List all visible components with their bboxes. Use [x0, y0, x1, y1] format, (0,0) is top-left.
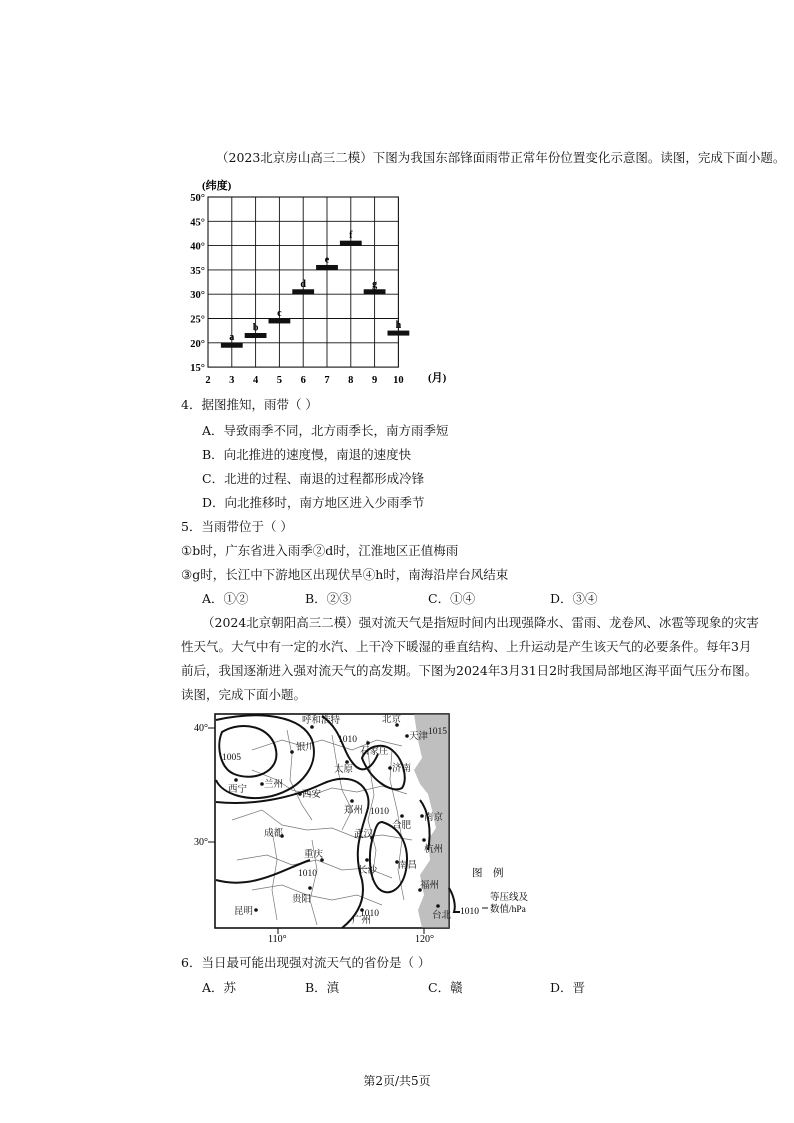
isobar-value: 1010	[370, 807, 389, 817]
city-label: 福州	[420, 881, 440, 891]
q5-option-c: C．①④	[428, 591, 476, 606]
q5-line-1: ①b时，广东省进入雨季②d时，江淮地区正值梅雨	[181, 543, 459, 558]
city-label: 合肥	[392, 821, 412, 831]
city-label: 天津	[409, 732, 429, 742]
isobar-value: 1015	[428, 727, 447, 737]
city-label: 武汉	[354, 830, 374, 840]
intro-text-2-line-2: 性天气。大气中有一定的水汽、上干冷下暖湿的垂直结构、上升运动是产生该天气的必要条件。每年3月	[181, 639, 752, 654]
intro-text-1: （2023北京房山高三二模）下图为我国东部锋面雨带正常年份位置变化示意图。读图，完成下面小题。	[216, 150, 786, 165]
q5-line-2: ③g时，长江中下游地区出现伏旱④h时，南海沿岸台风结束	[181, 567, 509, 582]
q4-option-a: A．导致雨季不同，北方雨季长，南方雨季短	[202, 423, 449, 438]
x-tick-label: 8	[348, 375, 354, 387]
pressure-map	[192, 710, 529, 946]
y-tick-label: 15°	[190, 363, 205, 375]
rainband-label-d: d	[300, 278, 306, 290]
city-label: 南昌	[398, 861, 418, 871]
q6-option-c: C．赣	[428, 980, 463, 995]
intro-text-2-line-4: 读图，完成下面小题。	[181, 687, 307, 702]
map-frame	[215, 714, 449, 928]
city-label: 郑州	[344, 806, 364, 816]
x-tick-label: 6	[300, 375, 306, 387]
city-label: 台北	[432, 911, 452, 921]
city-label: 成都	[264, 829, 284, 839]
city-label: 贵阳	[292, 895, 312, 905]
x-tick-label: 2	[205, 375, 211, 387]
lat-30-label: 30°	[194, 837, 208, 848]
rainband-label-f: f	[349, 230, 353, 242]
q6-option-a: A．苏	[202, 980, 237, 995]
rainband-label-a: a	[229, 332, 235, 344]
city-label: 呼和浩特	[302, 716, 341, 726]
q4-stem: 4．据图推知，雨带（ ）	[181, 397, 318, 412]
isobar-value: 1010	[338, 735, 357, 745]
rainband-bar-d	[292, 289, 314, 294]
q6-option-b: B．滇	[305, 980, 340, 995]
q4-option-c: C．北进的过程、南退的过程都形成冷锋	[202, 471, 425, 486]
y-tick-label: 50°	[190, 193, 205, 204]
rainband-bar-f	[340, 241, 362, 246]
legend-line	[449, 888, 460, 912]
city-label: 昆明	[234, 907, 254, 917]
rainband-bar-e	[316, 265, 338, 270]
y-tick-label: 40°	[190, 241, 205, 253]
q5-option-a: A．①②	[202, 591, 249, 606]
lon-120-label: 120°	[415, 934, 434, 945]
x-tick-label: 10	[393, 375, 404, 387]
rainband-bar-g	[364, 289, 386, 294]
legend-desc-2: 数值/hPa	[490, 905, 526, 915]
city-label: 石家庄	[360, 747, 389, 757]
q5-option-b: B．②③	[305, 591, 352, 606]
legend-title: 图 例	[472, 868, 504, 879]
isobar-value: 1010	[360, 909, 379, 919]
x-tick-label: 3	[229, 375, 235, 387]
city-label: 南京	[424, 813, 444, 823]
chart-ylabel: (纬度)	[202, 180, 232, 192]
x-tick-label: 4	[252, 375, 259, 387]
q6-stem: 6．当日最可能出现强对流天气的省份是（ ）	[181, 955, 431, 970]
city-label: 广州	[352, 916, 372, 926]
city-label: 西安	[302, 790, 322, 800]
intro-text-2-line-3: 前后，我国逐渐进入强对流天气的高发期。下图为2024年3月31日2时我国局部地区海平面气压分布图。	[181, 663, 758, 678]
legend-value: 1010	[460, 907, 479, 917]
city-label: 西宁	[228, 785, 248, 795]
x-tick-label: 7	[324, 375, 330, 387]
y-tick-label: 35°	[190, 265, 205, 277]
isobar-value: 1010	[298, 869, 317, 879]
city-label: 长沙	[358, 866, 378, 876]
rainband-label-g: g	[372, 278, 378, 290]
rainband-bar-a	[221, 343, 243, 348]
q6-option-d: D．晋	[550, 980, 586, 995]
city-label: 兰州	[264, 780, 284, 790]
lon-110-label: 110°	[268, 934, 287, 945]
y-tick-label: 30°	[190, 290, 205, 302]
city-label: 银川	[296, 743, 316, 753]
city-label: 杭州	[424, 845, 444, 855]
city-label: 济南	[392, 764, 412, 774]
y-tick-label: 45°	[190, 217, 205, 229]
isobar-value: 1005	[222, 753, 241, 763]
rainband-label-b: b	[252, 322, 259, 334]
intro-text-2-line-1: （2024北京朝阳高三二模）强对流天气是指短时间内出现强降水、雷雨、龙卷风、冰雹等现象的灾害	[202, 615, 759, 630]
city-label: 太原	[334, 765, 354, 775]
city-label: 重庆	[304, 850, 324, 860]
q5-option-d: D．③④	[550, 591, 598, 606]
page-footer: 第2页/共5页	[363, 1074, 431, 1088]
city-label: 北京	[382, 715, 402, 725]
q4-option-d: D．向北推移时，南方地区进入少雨季节	[202, 495, 425, 510]
q4-option-b: B．向北推进的速度慢，南退的速度快	[202, 447, 412, 462]
rainband-label-c: c	[277, 307, 282, 319]
chart-marks	[221, 230, 409, 348]
x-tick-label: 9	[371, 375, 378, 387]
q5-stem: 5．当雨带位于（ ）	[181, 519, 293, 534]
x-tick-label: 5	[276, 375, 283, 387]
lat-40-label: 40°	[194, 723, 208, 734]
rainband-chart	[180, 172, 450, 387]
rainband-bar-h	[388, 331, 410, 336]
rainband-label-h: h	[395, 320, 402, 332]
legend-desc-1: 等压线及	[490, 893, 529, 903]
y-tick-label: 20°	[190, 338, 205, 350]
rainband-bar-b	[245, 333, 267, 338]
chart-xlabel: (月)	[428, 372, 447, 384]
rainband-bar-c	[269, 318, 291, 323]
chart-y-ticks	[190, 193, 205, 374]
chart-x-ticks	[205, 375, 403, 386]
y-tick-label: 25°	[190, 314, 205, 326]
rainband-label-e: e	[324, 254, 330, 266]
